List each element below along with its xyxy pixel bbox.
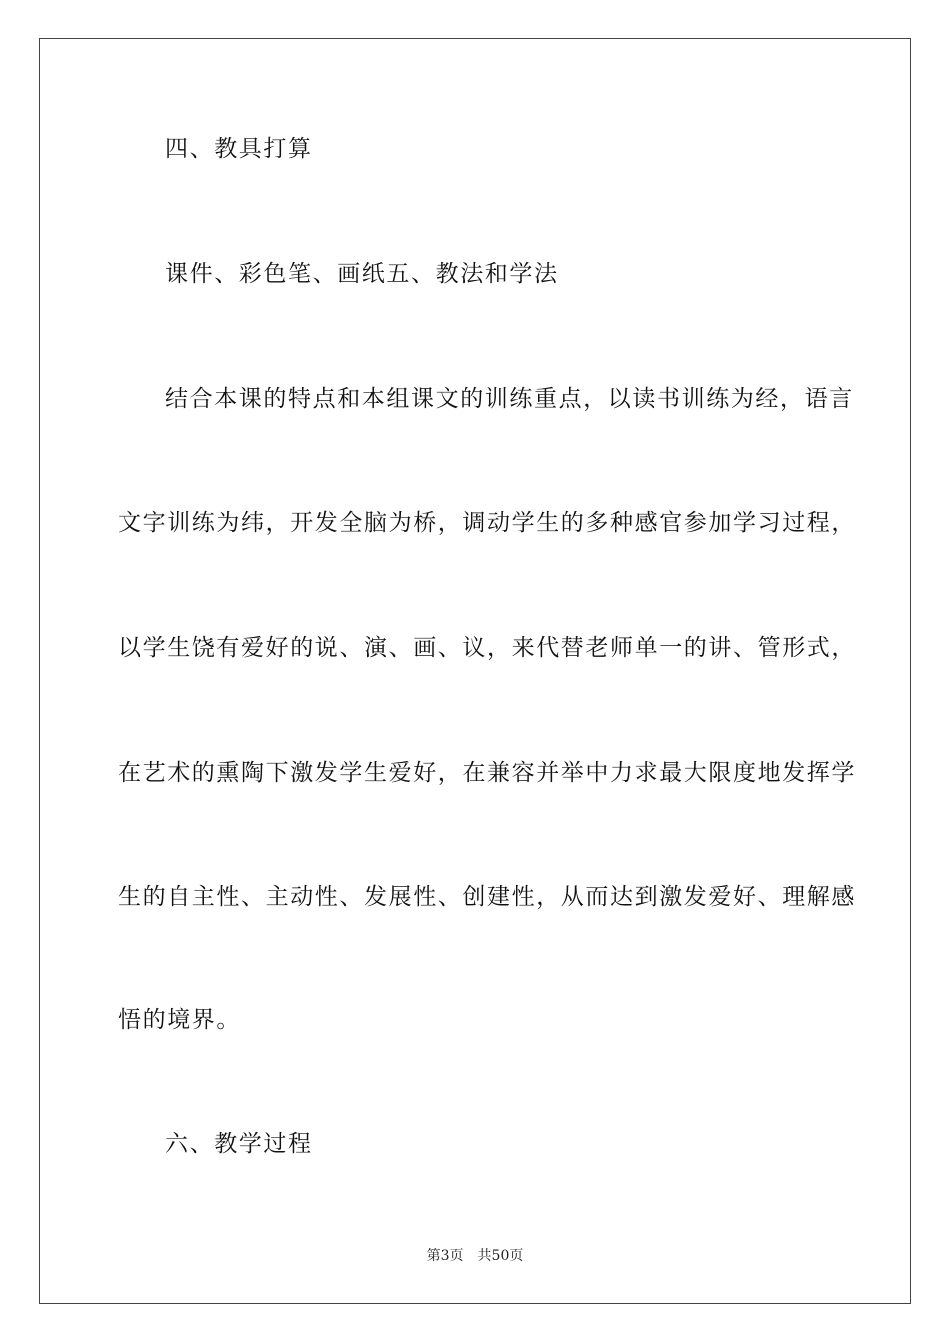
section-heading-teaching-aids: 四、教具打算 <box>165 136 313 162</box>
page-total: 共50页 <box>477 1248 524 1264</box>
page-border <box>39 38 911 1304</box>
paragraph-line: 在艺术的熏陶下激发学生爱好，在兼容并举中力求最大限度地发挥学 <box>118 760 856 786</box>
section-heading-teaching-process: 六、教学过程 <box>165 1131 313 1157</box>
paragraph-line: 课件、彩色笔、画纸五、教法和学法 <box>165 261 559 287</box>
page-number: 第3页 <box>426 1248 464 1264</box>
paragraph-line: 文字训练为纬，开发全脑为桥，调动学生的多种感官参加学习过程， <box>118 510 856 536</box>
page-footer <box>0 1247 950 1265</box>
paragraph-line: 悟的境界。 <box>118 1007 241 1033</box>
paragraph-line: 生的自主性、主动性、发展性、创建性，从而达到激发爱好、理解感 <box>118 884 856 910</box>
paragraph-line: 以学生饶有爱好的说、演、画、议，来代替老师单一的讲、管形式， <box>118 635 856 661</box>
paragraph-line: 结合本课的特点和本组课文的训练重点，以读书训练为经，语言 <box>165 386 854 412</box>
